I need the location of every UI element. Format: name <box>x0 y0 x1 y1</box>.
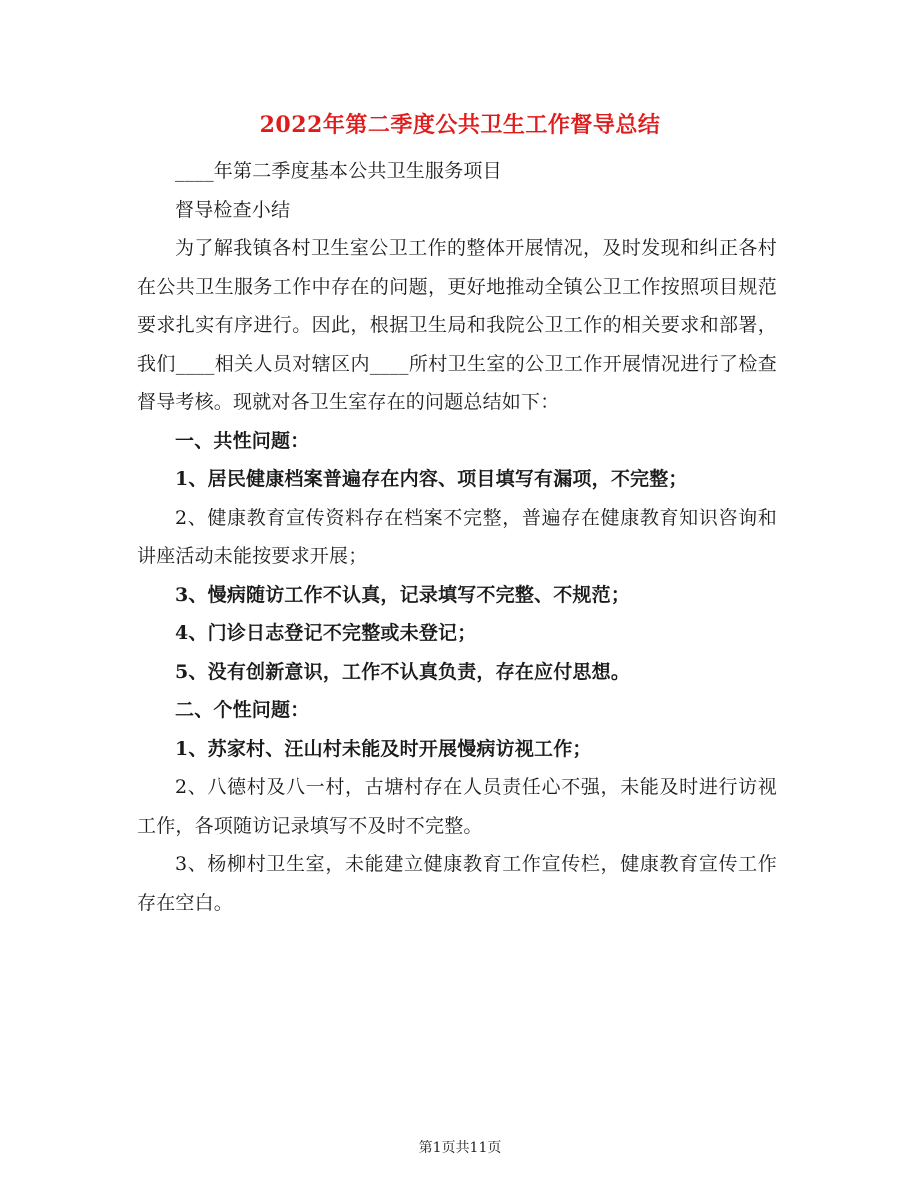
list-item: 3、杨柳村卫生室，未能建立健康教育工作宣传栏，健康教育宣传工作存在空白。 <box>137 853 777 914</box>
list-item: 2、健康教育宣传资料存在档案不完整，普遍存在健康教育知识咨询和讲座活动未能按要求开展； <box>137 506 777 567</box>
list-item: 3、慢病随访工作不认真，记录填写不完整、不规范； <box>175 583 631 606</box>
section-heading: 一、共性问题： <box>175 429 310 452</box>
list-item: 1、居民健康档案普遍存在内容、项目填写有漏项，不完整； <box>175 468 688 490</box>
document-body <box>137 152 777 922</box>
page-number: 第1页共11页 <box>418 1140 502 1156</box>
list-item: 5、没有创新意识，工作不认真负责，存在应付思想。 <box>175 660 631 683</box>
paragraph: ____年第二季度基本公共卫生服务项目 <box>175 160 502 182</box>
list-item: 1、苏家村、汪山村未能及时开展慢病访视工作； <box>175 737 592 760</box>
paragraph: 督导检查小结 <box>175 198 291 221</box>
list-item: 2、八德村及八一村，古塘村存在人员责任心不强，未能及时进行访视工作，各项随访记录填写不及时不完整。 <box>137 776 777 837</box>
list-item: 4、门诊日志登记不完整或未登记； <box>175 622 477 644</box>
paragraph: 为了解我镇各村卫生室公卫工作的整体开展情况，及时发现和纠正各村在公共卫生服务工作中存在的问题，更好地推动全镇公卫工作按照项目规范要求扎实有序进行。因此，根据卫生局和我院公卫工作的相关要求和部署，我们____相关人员对辖区内____所村卫生室的公卫工作开展情况进行了检查督导考核。现就对各卫生室存在的问题总结如下： <box>137 237 777 413</box>
section-heading: 二、个性问题： <box>175 699 310 721</box>
document-title: 2022年第二季度公共卫生工作督导总结 <box>259 112 661 138</box>
